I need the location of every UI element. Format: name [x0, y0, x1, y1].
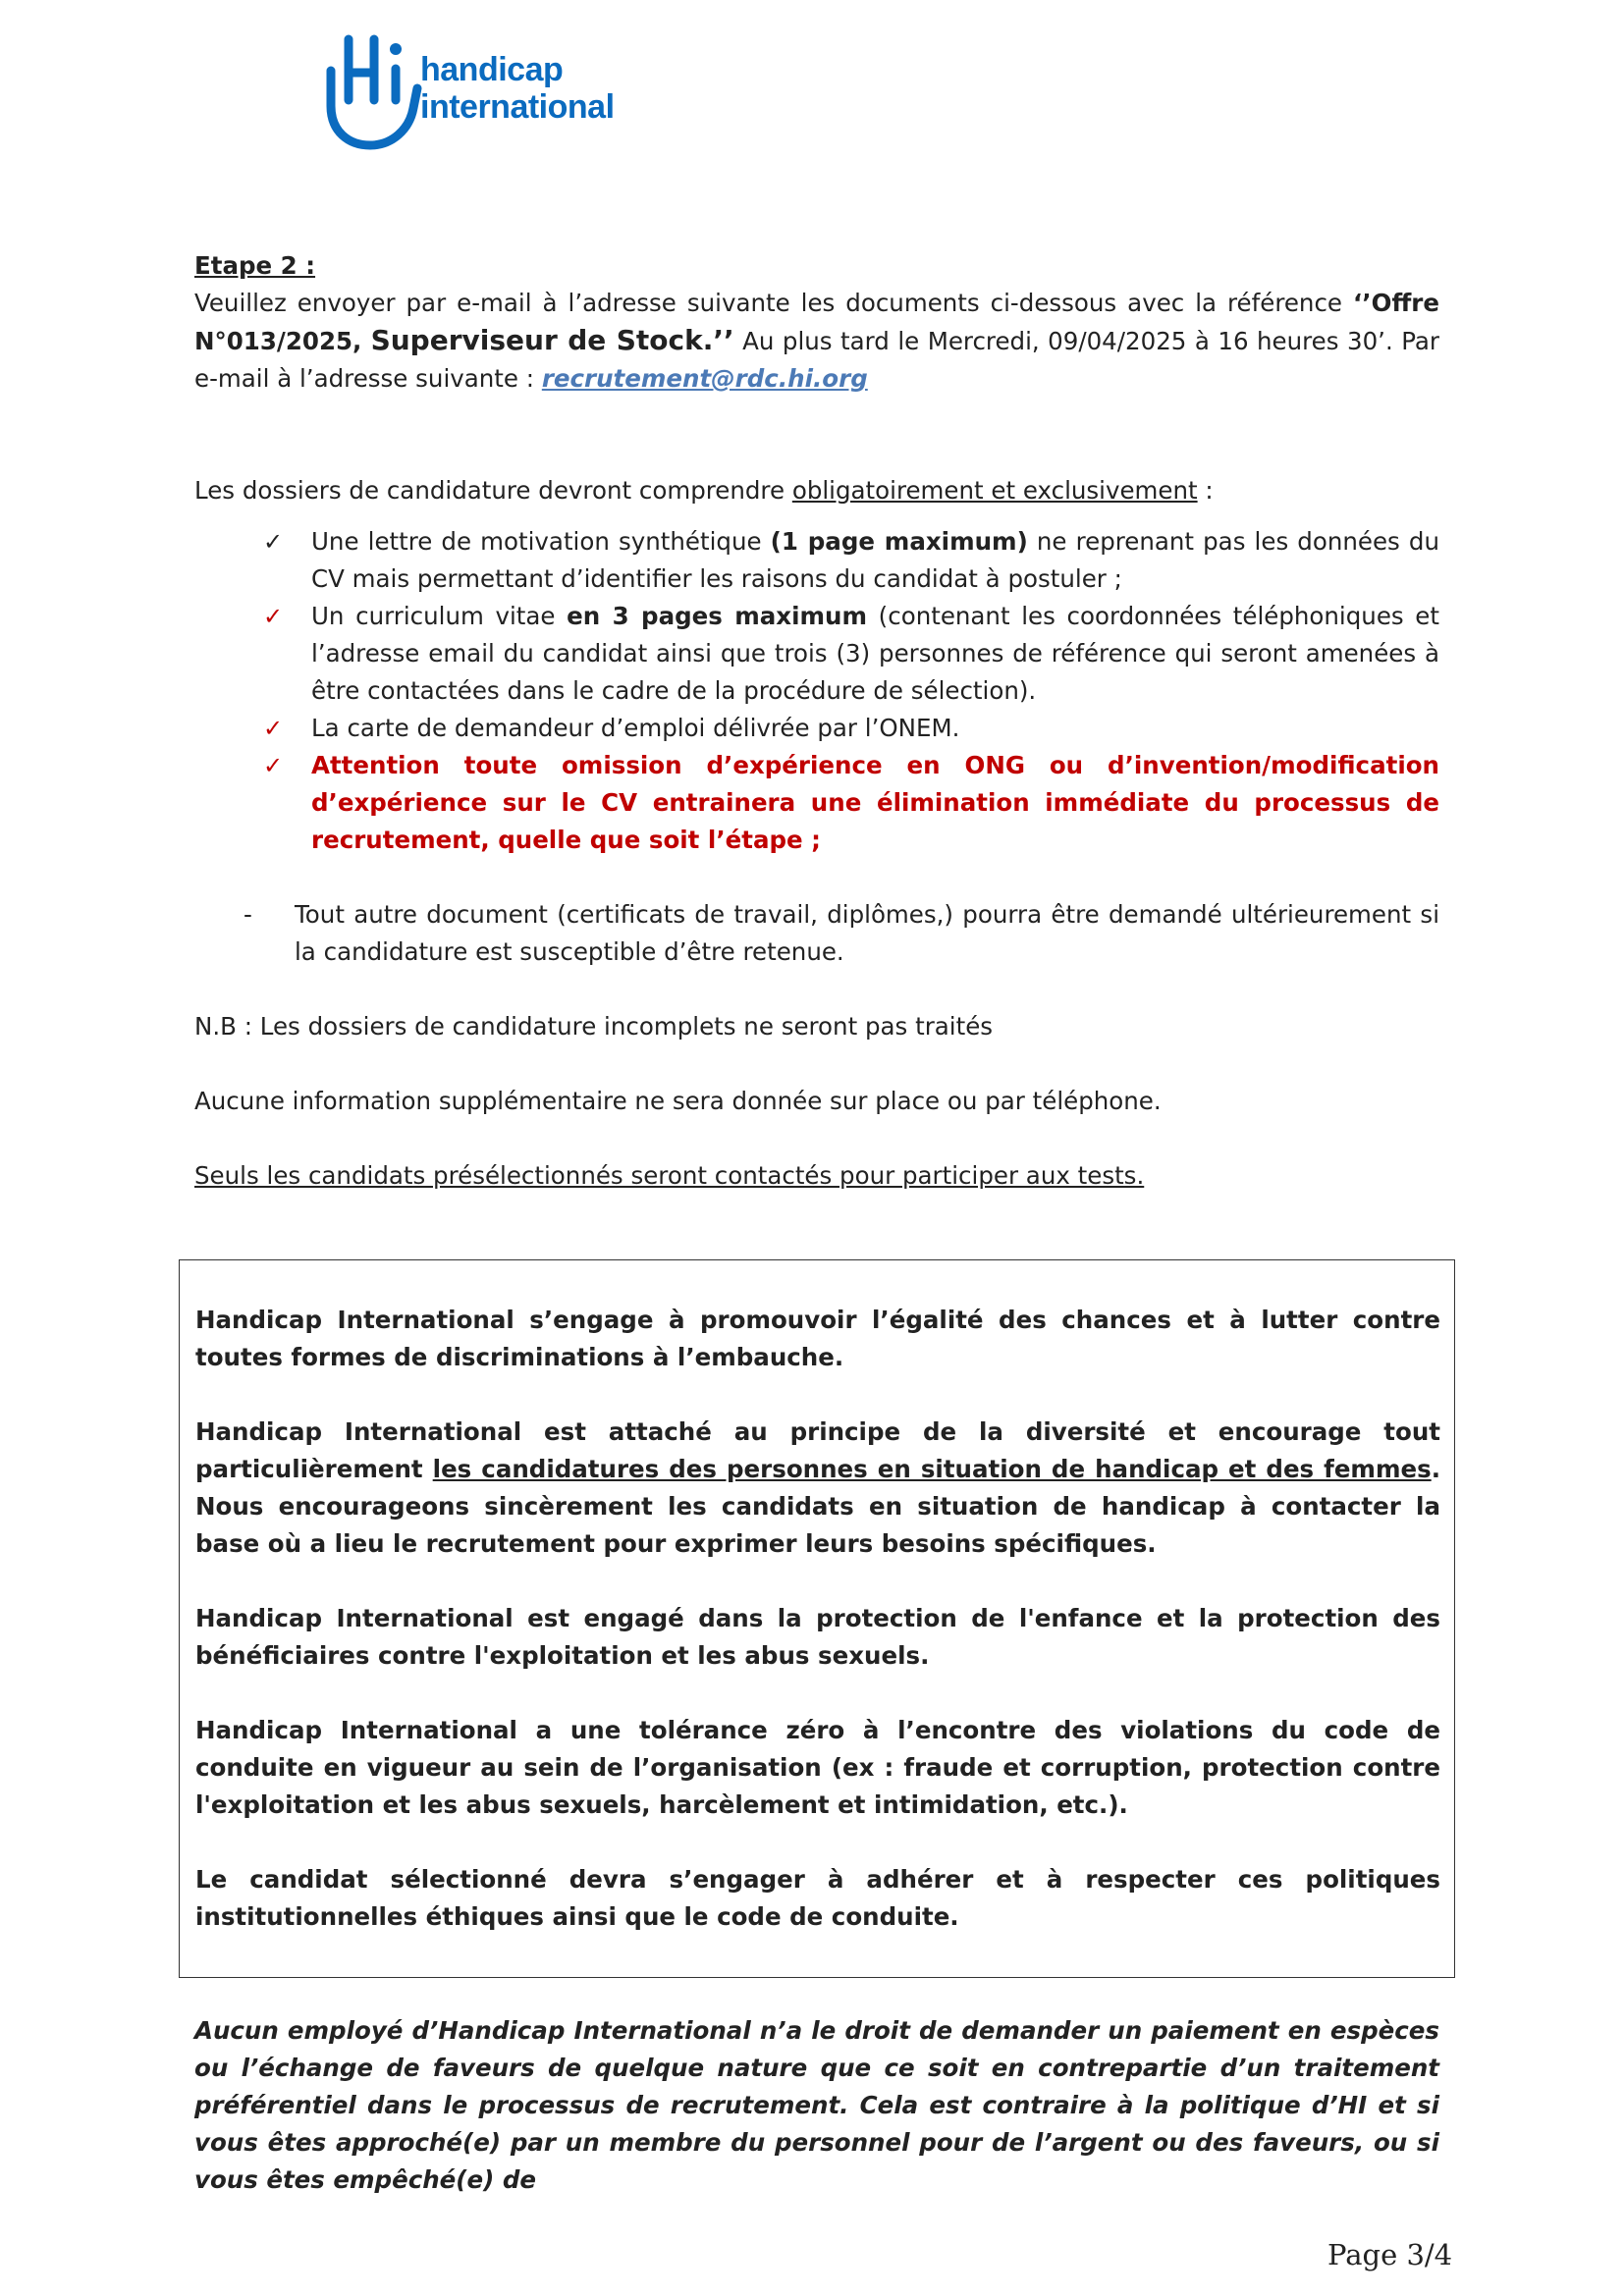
nb-note: N.B : Les dossiers de candidature incomplets ne seront pas traités	[194, 1012, 994, 1041]
policy-commitment: Le candidat sélectionné devra s’engager à adhérer et à respecter ces politiques institutionnelles éthiques ainsi que le code de conduite.	[195, 1865, 1440, 1931]
dash-bullet-icon: -	[244, 900, 252, 929]
list-item-warning	[194, 747, 1439, 859]
anti-corruption-notice: Aucun employé d’Handicap International n’a le droit de demander un paiement en espèces ou l’échange de faveurs de quelque nature que ce soit en contrepartie d’un traitement préférentiel dans le processus de recrutement. Cela est contraire à la politique d’HI et si vous êtes approché(e) par un membre du personnel pour de l’argent ou des faveurs, ou si vous êtes empêché(e) de	[194, 2016, 1439, 2194]
checkmark-icon: ✓	[263, 715, 284, 742]
logo-text-line2: international	[420, 88, 615, 126]
policy-zero-tolerance: Handicap International a une tolérance zéro à l’encontre des violations du code de conduite en vigueur au sein de l’organisation (ex : fraude et corruption, protection contre l'exploitation et les abus sexuels, harcèlement et intimidation, etc.).	[195, 1716, 1440, 1819]
logo-wordmark	[420, 51, 615, 126]
step-intro-2: Au plus tard le Mercredi, 09/04/2025 à 16 heures 30’. Par e-mail à l’adresse suivante :	[194, 327, 1440, 393]
offer-reference: ‘’Offre N°013/2025,	[194, 289, 1439, 355]
checkmark-icon: ✓	[263, 603, 284, 630]
checkmark-icon: ✓	[263, 528, 284, 556]
shortlist-note: Seuls les candidats présélectionnés seront contactés pour participer aux tests.	[194, 1161, 1145, 1190]
policy-child-protection: Handicap International est engagé dans la protection de l'enfance et la protection des bénéficiaires contre l'exploitation et les abus sexuels.	[195, 1604, 1440, 1670]
policy-equal-opportunity: Handicap International s’engage à promouvoir l’égalité des chances et à lutter contre toutes formes de discriminations à l’embauche.	[195, 1306, 1440, 1371]
checkmark-icon: ✓	[263, 752, 284, 779]
logo-text-line1: handicap	[420, 51, 564, 88]
policy-box	[179, 1259, 1455, 1978]
policy-diversity-underlined: les candidatures des personnes en situation de handicap et des femmes	[432, 1455, 1432, 1483]
warning-text: Attention toute omission d’expérience en ONG ou d’invention/modification d’expérience sur le CV entrainera une élimination immédiate du processus de recrutement, quelle que soit l’étape ;	[311, 751, 1439, 854]
no-info-note: Aucune information supplémentaire ne sera donnée sur place ou par téléphone.	[194, 1087, 1162, 1115]
policy-diversity: Handicap International est attaché au principe de la diversité et encourage tout particulièrement les candidatures des personnes en situation de handicap et des femmes. Nous encourageons sincèrement les candidats en situation de handicap à contacter la base où a lieu le recrutement pour exprimer leurs besoins spécifiques.	[195, 1417, 1441, 1558]
email-link[interactable]: recrutement@rdc.hi.org	[541, 364, 868, 393]
step-intro-1: Veuillez envoyer par e-mail à l’adresse suivante les documents ci-dessous avec la référence	[194, 289, 1353, 317]
list-item: ✓ Une lettre de motivation synthétique (1 page maximum) ne reprenant pas les données du CV mais permettant d’identifier les raisons du candidat à postuler ;	[194, 523, 1439, 598]
list-item: ✓ La carte de demandeur d’emploi délivrée par l’ONEM.	[194, 710, 1439, 747]
required-documents-list	[194, 523, 1439, 859]
offer-title: Superviseur de Stock.’’	[370, 324, 734, 356]
step-heading: Etape 2 :	[194, 251, 316, 280]
main-content	[194, 247, 1439, 1195]
other-documents-text: Tout autre document (certificats de travail, diplômes,) pourra être demandé ultérieurement si la candidature est susceptible d’être retenue.	[295, 900, 1439, 966]
page-number: Page 3/4	[1327, 2238, 1453, 2271]
step-instructions	[194, 285, 1439, 398]
list-item: ✓ Un curriculum vitae en 3 pages maximum (contenant les coordonnées téléphoniques et l’adresse email du candidat ainsi que trois (3) personnes de référence qui seront amenées à être contactées dans le cadre de la procédure de sélection).	[194, 598, 1439, 710]
dossier-lead-underlined: obligatoirement et exclusivement	[791, 476, 1198, 505]
dossier-lead: Les dossiers de candidature devront comprendre obligatoirement et exclusivement :	[194, 476, 1214, 505]
other-documents-item	[194, 896, 1439, 971]
policy-box-content	[195, 1302, 1440, 1973]
